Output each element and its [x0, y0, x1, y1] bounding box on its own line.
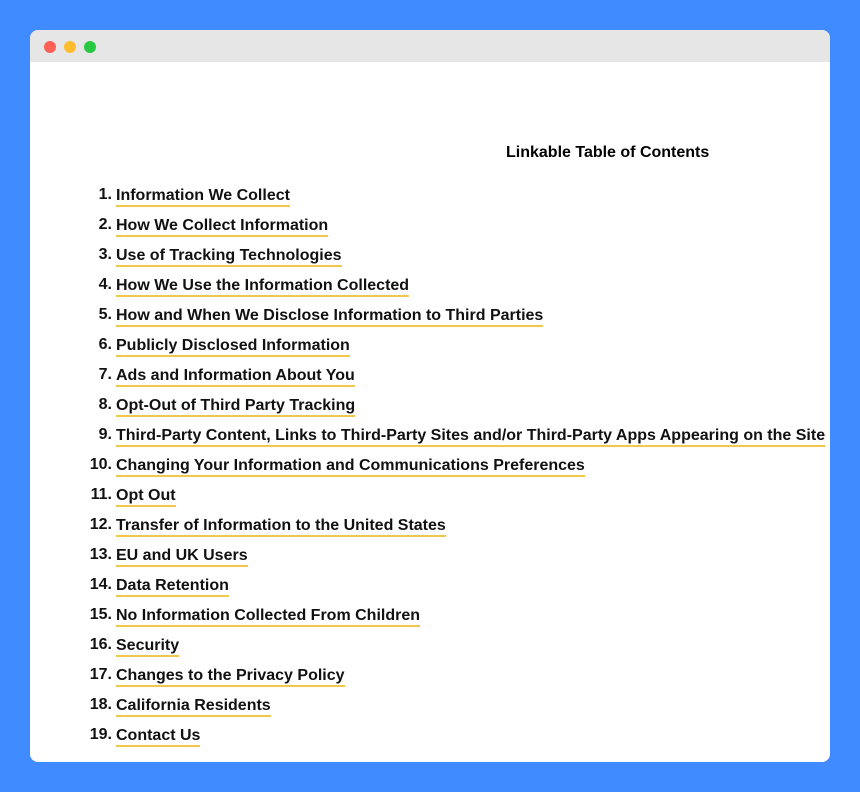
toc-item	[30, 396, 825, 426]
toc-item	[30, 486, 825, 516]
toc-link[interactable]: EU and UK Users	[116, 546, 248, 567]
toc-link[interactable]: Transfer of Information to the United States	[116, 516, 446, 537]
toc-item-number: 6.	[98, 336, 112, 353]
toc-item-number: 9.	[98, 426, 112, 443]
close-window-button[interactable]	[44, 41, 56, 53]
window-titlebar	[30, 30, 830, 62]
toc-link[interactable]: How and When We Disclose Information to Third Parties	[116, 306, 543, 327]
toc-item	[30, 336, 825, 366]
toc-item	[30, 246, 825, 276]
toc-item	[30, 546, 825, 576]
table-of-contents	[30, 186, 825, 756]
page-content	[30, 62, 830, 762]
toc-link[interactable]: California Residents	[116, 696, 271, 717]
toc-link[interactable]: Information We Collect	[116, 186, 290, 207]
toc-link[interactable]: Publicly Disclosed Information	[116, 336, 350, 357]
toc-item-number: 2.	[98, 216, 112, 233]
toc-item	[30, 636, 825, 666]
toc-item	[30, 456, 825, 486]
toc-item-number: 11.	[90, 486, 112, 503]
toc-item-number: 14.	[89, 576, 112, 593]
toc-link[interactable]: Ads and Information About You	[116, 366, 355, 387]
toc-link[interactable]: Opt Out	[116, 486, 176, 507]
toc-item	[30, 576, 825, 606]
toc-item	[30, 666, 825, 696]
toc-item	[30, 276, 825, 306]
toc-link[interactable]: Changes to the Privacy Policy	[116, 666, 345, 687]
toc-link[interactable]: Data Retention	[116, 576, 229, 597]
toc-item-number: 4.	[98, 276, 112, 293]
maximize-window-button[interactable]	[84, 41, 96, 53]
toc-item-number: 3.	[98, 246, 112, 263]
toc-item-number: 17.	[89, 666, 112, 683]
toc-item-number: 10.	[89, 456, 112, 473]
toc-link[interactable]: Contact Us	[116, 726, 200, 747]
toc-item	[30, 426, 825, 456]
toc-link[interactable]: How We Use the Information Collected	[116, 276, 409, 297]
toc-item	[30, 726, 825, 756]
toc-item-number: 7.	[98, 366, 112, 383]
toc-title: Linkable Table of Contents	[506, 144, 710, 161]
toc-item-number: 8.	[98, 396, 112, 413]
toc-item	[30, 696, 825, 726]
toc-link[interactable]: Use of Tracking Technologies	[116, 246, 342, 267]
toc-item	[30, 306, 825, 336]
toc-item-number: 13.	[89, 546, 112, 563]
toc-item-number: 5.	[98, 306, 112, 323]
toc-item	[30, 606, 825, 636]
toc-item-number: 15.	[89, 606, 112, 623]
toc-link[interactable]: Opt-Out of Third Party Tracking	[116, 396, 355, 417]
toc-link[interactable]: Changing Your Information and Communications Preferences	[116, 456, 585, 477]
toc-item	[30, 186, 825, 216]
minimize-window-button[interactable]	[64, 41, 76, 53]
toc-link[interactable]: How We Collect Information	[116, 216, 328, 237]
toc-item-number: 18.	[89, 696, 112, 713]
toc-link[interactable]: No Information Collected From Children	[116, 606, 420, 627]
toc-link[interactable]: Third-Party Content, Links to Third-Party Sites and/or Third-Party Apps Appearing on the Site	[116, 426, 825, 447]
toc-item-number: 1.	[98, 186, 112, 203]
toc-item-number: 16.	[89, 636, 112, 653]
toc-item	[30, 216, 825, 246]
toc-item-number: 12.	[89, 516, 112, 533]
toc-item-number: 19.	[89, 726, 112, 743]
toc-item	[30, 516, 825, 546]
browser-window	[30, 30, 830, 762]
toc-link[interactable]: Security	[116, 636, 179, 657]
toc-item	[30, 366, 825, 396]
